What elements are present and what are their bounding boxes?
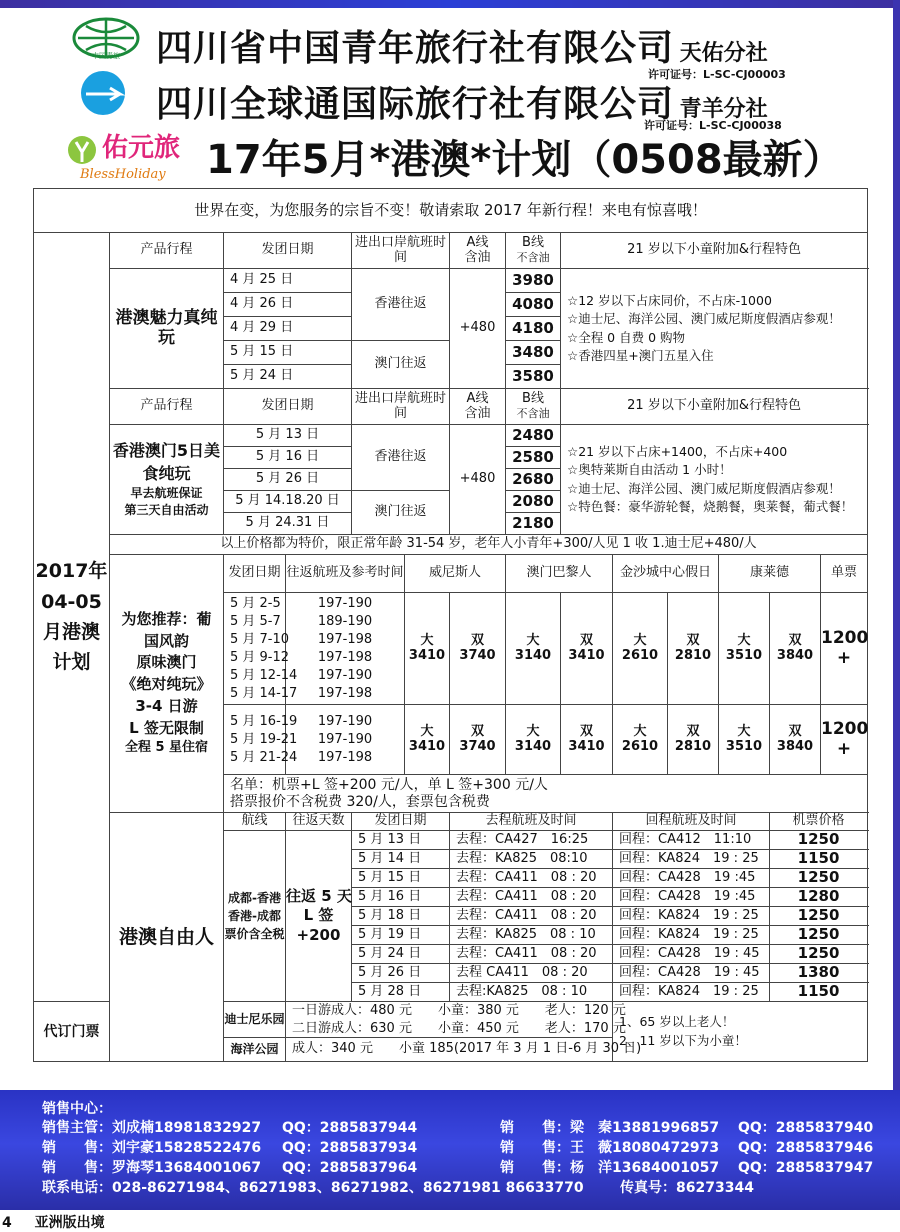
- sec4-back: 回程：CA428 19 :45: [613, 888, 770, 907]
- sec3-single-price: 1200: [821, 718, 869, 739]
- sec3-price-cell: [561, 705, 613, 775]
- right-stripe: [893, 0, 900, 1090]
- sec2-sub1: 早去航班保证: [130, 486, 203, 501]
- sec3-date: 5 月 16-19: [230, 713, 298, 729]
- sec3-flight: 197-198: [317, 631, 373, 647]
- sec3-date: 5 月 14-17: [230, 685, 298, 701]
- company-1: [156, 20, 768, 71]
- sales-center-label: 销售中心：: [42, 1101, 112, 1117]
- sec4-out: 去程：CA411 08 : 20: [450, 945, 613, 964]
- sec5-ocean-prices: 成人：340 元 小童 185(2017 年 3 月 1 日-6 月 30 日): [286, 1038, 613, 1062]
- sec3-price-cell: [719, 593, 770, 705]
- sec3-single-cell: [821, 593, 868, 705]
- sec4-hdr-route: 航线: [224, 813, 286, 831]
- sec3-price-cell: [613, 593, 668, 705]
- sec3-room-big: 大: [526, 723, 540, 739]
- sec3-price-cell: [506, 705, 561, 775]
- sec5-disney-line: 二日游成人：630 元 小童：450 元 老人：170 元: [292, 1020, 626, 1036]
- sec3-flight: 197-198: [317, 749, 373, 765]
- sec3-price: 3510: [725, 647, 763, 663]
- sec3-flights-b: [286, 705, 405, 775]
- contact-name: 销 售：杨 洋13684001057: [500, 1160, 720, 1176]
- sec3-single-cell: [821, 705, 868, 775]
- sec2-feature: ☆21 岁以下占床+1400，不占床+400: [567, 444, 788, 460]
- sec2-b-price: 2080: [506, 491, 561, 513]
- sec2-date: 5 月 16 日: [224, 447, 352, 469]
- sec2-features: [561, 425, 868, 535]
- sec4-back: 回程：KA824 19 : 25: [613, 850, 770, 869]
- sec5-note: 1、65 岁以上老人！: [619, 1013, 735, 1029]
- sec4-back: 回程：KA824 19 : 25: [613, 926, 770, 945]
- hdr-product: 产品行程: [110, 233, 224, 269]
- sec3-flights-a: [286, 593, 405, 705]
- sec4-back: 回程：CA428 19 :45: [613, 869, 770, 888]
- sec2-b-price: 2180: [506, 513, 561, 535]
- sec5-disney: 迪士尼乐园: [224, 1002, 286, 1038]
- sec3-price-cell: [613, 705, 668, 775]
- page-headline: 17年5月*港澳*计划（0508最新）: [206, 137, 843, 183]
- sec2-name: 香港澳门5日美食纯玩: [112, 441, 221, 483]
- sec4-back: 回程：KA824 19 : 25: [613, 907, 770, 926]
- sec1-feature: ☆香港四星+澳门五星入住: [567, 347, 714, 363]
- sec4-date: 5 月 16 日: [352, 888, 450, 907]
- sec3-dates-a: [224, 593, 298, 705]
- sec4-price: 1250: [770, 945, 868, 964]
- hdr-b-label: B线: [522, 390, 544, 406]
- sec2-b-price: 2580: [506, 447, 561, 469]
- side-label-plan: 2017年04-05月港澳计划: [34, 233, 110, 1002]
- contact-qq: QQ：2885837940: [738, 1120, 874, 1136]
- sec3-room-big: 大: [737, 632, 751, 648]
- sec3-note: 搭票报价不含税费 320/人，套票包含税费: [230, 793, 490, 810]
- sec3-price-cell: [719, 705, 770, 775]
- sec3-price-cell: [668, 593, 719, 705]
- contact-fax: 传真号：86273344: [620, 1180, 754, 1196]
- hdr-feature: 21 岁以下小童附加&行程特色: [561, 389, 868, 425]
- sec3-recommend: [110, 555, 224, 813]
- contact-qq: QQ：2885837934: [282, 1140, 418, 1156]
- sec3-hdr-hotel3: 金沙城中心假日: [613, 555, 719, 593]
- sec3-room-double: 双: [579, 632, 593, 648]
- hdr-a-label: A线: [466, 390, 489, 406]
- contact-name: 销 售：王 薇18080472973: [500, 1140, 720, 1156]
- hdr-port: 进出口岸航班时间: [352, 389, 450, 425]
- sec3-price: 3740: [459, 647, 496, 663]
- side-label-free: 港澳自由人: [110, 813, 224, 1062]
- sec1-date: 4 月 25 日: [224, 269, 352, 293]
- intro-text: 世界在变，为您服务的宗旨不变！敬请索取 2017 年新行程！来电有惊喜哦！: [34, 189, 868, 233]
- sec5-label: 代订门票: [34, 1002, 110, 1062]
- sec4-back: 回程：KA824 19 : 25: [613, 983, 770, 1002]
- sec3-room-big: 大: [737, 723, 751, 739]
- sec4-out: 去程 CA411 08 : 20: [450, 964, 613, 983]
- sec3-date: 5 月 19-21: [230, 731, 298, 747]
- sec4-hdr-date: 发团日期: [352, 813, 450, 831]
- sec3-room-double: 双: [579, 723, 593, 739]
- sec4-route-cell: [224, 831, 286, 1002]
- company-1-branch: 天佑分社: [679, 41, 768, 66]
- brand-cn: 佑元旅: [102, 133, 181, 163]
- sec2-date: 5 月 14.18.20 日: [224, 491, 352, 513]
- sec3-note: 名单：机票+L 签+200 元/人，单 L 签+300 元/人: [230, 776, 548, 793]
- hdr-date: 发团日期: [224, 389, 352, 425]
- top-band: [0, 0, 900, 8]
- sec4-route: 票价含全税: [224, 927, 285, 941]
- hdr-port: 进出口岸航班时间: [352, 233, 450, 269]
- page-footer: [0, 1212, 105, 1232]
- sec3-flight: 197-198: [317, 649, 373, 665]
- sec2-port-mo: 澳门往返: [352, 491, 450, 535]
- sec3-flight: 189-190: [317, 613, 373, 629]
- sec3-flight: 197-190: [317, 731, 373, 747]
- page-number: 4: [2, 1215, 12, 1231]
- hdr-b-sub: 不含油: [516, 250, 550, 264]
- sec2-feature: ☆迪士尼、海洋公园、澳门威尼斯度假酒店参观！: [567, 480, 841, 496]
- sec4-out: 去程：CA411 08 : 20: [450, 907, 613, 926]
- sec3-line: L 签无限制: [129, 718, 204, 737]
- sec4-back: 回程：CA428 19 : 45: [613, 945, 770, 964]
- sec3-price: 3840: [776, 738, 814, 754]
- publication-name: 亚洲版出境: [34, 1215, 105, 1231]
- sec5-disney-line: 一日游成人：480 元 小童：380 元 老人：120 元: [292, 1003, 626, 1018]
- sec1-b-price: 3480: [506, 341, 561, 365]
- company-2-name: 四川全球通国际旅行社有限公司: [156, 84, 675, 125]
- hdr-a-label: A线: [466, 234, 489, 250]
- sec1-b-price: 4080: [506, 293, 561, 317]
- sec3-price-cell: [770, 705, 821, 775]
- sec3-room-big: 大: [420, 632, 434, 648]
- contact-row: [42, 1117, 873, 1137]
- sec4-out: 去程：CA411 08 : 20: [450, 888, 613, 907]
- hdr-b-label: B线: [522, 234, 544, 250]
- sec5-note: 2、11 岁以下为小童！: [619, 1032, 747, 1048]
- sec1-b-price: 3980: [506, 269, 561, 293]
- sec3-notes: [224, 775, 868, 813]
- sec3-price-cell: [450, 705, 506, 775]
- sec4-out: 去程:KA825 08 : 10: [450, 983, 613, 1002]
- contact-name: 销 售：刘宇豪15828522476: [42, 1140, 262, 1156]
- sec4-out: 去程：KA825 08 : 10: [450, 926, 613, 945]
- sec3-room-big: 大: [526, 632, 540, 648]
- hdr-b-line: [506, 389, 561, 425]
- sec3-room-big: 大: [633, 723, 647, 739]
- sec3-price-cell: [770, 593, 821, 705]
- sec3-hdr-hotel2: 澳门巴黎人: [506, 555, 613, 593]
- sec4-date: 5 月 15 日: [352, 869, 450, 888]
- sec1-feature: ☆全程 0 自费 0 购物: [567, 329, 686, 345]
- sec4-date: 5 月 13 日: [352, 831, 450, 850]
- hdr-feature: 21 岁以下小童附加&行程特色: [561, 233, 868, 269]
- sec3-line: 《绝对纯玩》: [121, 675, 212, 694]
- sec2-b-price: 2480: [506, 425, 561, 447]
- sec1-date: 4 月 29 日: [224, 317, 352, 341]
- sec4-price: 1150: [770, 983, 868, 1002]
- sec1-date: 5 月 24 日: [224, 365, 352, 389]
- sec3-price: 3510: [725, 738, 763, 754]
- contact-row: [42, 1177, 754, 1197]
- sec3-price: 3840: [776, 647, 814, 663]
- sec1-a-price: +480: [450, 269, 506, 389]
- hdr-a-line: [450, 389, 506, 425]
- sec4-back: 回程：CA428 19 : 45: [613, 964, 770, 983]
- sec2-sub2: 第三天自由活动: [124, 502, 209, 517]
- sec4-days: 往返 5 天: [286, 886, 352, 905]
- contact-row: [42, 1137, 873, 1157]
- sec1-port-hk: 香港往返: [352, 269, 450, 341]
- sec3-date: 5 月 2-5: [230, 595, 281, 611]
- sec4-price: 1250: [770, 926, 868, 945]
- sec4-out: 去程：CA427 16:25: [450, 831, 613, 850]
- contact-panel: [0, 1090, 900, 1210]
- sec3-date: 5 月 7-10: [230, 631, 290, 647]
- sec4-price: 1250: [770, 831, 868, 850]
- hdr-product: 产品行程: [110, 389, 224, 425]
- sec3-price: 2610: [621, 738, 659, 754]
- sec4-days-cell: [286, 831, 352, 1002]
- sec3-room-big: 大: [633, 632, 647, 648]
- sec5-notes: [613, 1002, 868, 1062]
- hdr-date: 发团日期: [224, 233, 352, 269]
- sec3-flight: 197-190: [317, 667, 373, 683]
- hdr-b-sub: 不含油: [516, 406, 550, 420]
- sec3-price-cell: [561, 593, 613, 705]
- sec3-date: 5 月 9-12: [230, 649, 290, 665]
- contact-qq: QQ：2885837944: [282, 1120, 418, 1136]
- sec4-price: 1380: [770, 964, 868, 983]
- sec3-room-double: 双: [470, 632, 484, 648]
- contact-phones: 联系电话：028-86271984、86271983、86271982、86271981 86633770: [42, 1180, 584, 1196]
- sec3-dates-b: [224, 705, 298, 775]
- sec3-flight: 197-190: [317, 713, 373, 729]
- sec3-line: 原味澳门: [136, 653, 197, 672]
- sec1-port-mo: 澳门往返: [352, 341, 450, 389]
- sec4-route: 香港-成都: [228, 909, 281, 923]
- sec3-flight: 197-198: [317, 685, 373, 701]
- sec3-line: 全程 5 星住宿: [124, 740, 209, 756]
- sec1-date: 4 月 26 日: [224, 293, 352, 317]
- sec3-price-cell: [405, 705, 450, 775]
- logo1-text: 中国青旅: [92, 52, 120, 60]
- sec2-port-hk: 香港往返: [352, 425, 450, 491]
- sec2-name-cell: [110, 425, 224, 535]
- cyts-logo-icon: [72, 16, 140, 60]
- sec3-price: 3410: [408, 647, 446, 663]
- contact-qq: QQ：2885837964: [282, 1160, 418, 1176]
- sec3-room-double: 双: [788, 632, 802, 648]
- sec1-name: 港澳魅力真纯玩: [110, 269, 224, 389]
- sec4-date: 5 月 14 日: [352, 850, 450, 869]
- sec4-days: L 签: [303, 906, 334, 925]
- sec3-price: 3740: [459, 738, 496, 754]
- sec4-hdr-price: 机票价格: [770, 813, 868, 831]
- sec3-line: 为您推荐：葡: [121, 609, 212, 628]
- sec1-b-price: 3580: [506, 365, 561, 389]
- sec5-ocean: 海洋公园: [224, 1038, 286, 1062]
- sec3-hdr-date: 发团日期: [224, 555, 286, 593]
- license-1: 许可证号：L-SC-CJ00003: [648, 68, 786, 81]
- sec3-hdr-hotel4: 康莱德: [719, 555, 821, 593]
- sec3-price: 3410: [568, 647, 605, 663]
- contact-name: 销售主管：刘成楠18981832927: [42, 1120, 262, 1136]
- sec1-date: 5 月 15 日: [224, 341, 352, 365]
- contact-row: [42, 1157, 873, 1177]
- hdr-a-sub: 含油: [464, 405, 491, 421]
- sec3-hdr-single: 单票: [821, 555, 868, 593]
- sec1-feature: ☆迪士尼、海洋公园、澳门威尼斯度假酒店参观！: [567, 311, 841, 327]
- sec3-price-cell: [450, 593, 506, 705]
- sec3-room-double: 双: [788, 723, 802, 739]
- sec3-price: 3140: [514, 738, 552, 754]
- sec4-date: 5 月 24 日: [352, 945, 450, 964]
- sec4-price: 1250: [770, 869, 868, 888]
- sec3-room-double: 双: [470, 723, 484, 739]
- sec4-date: 5 月 18 日: [352, 907, 450, 926]
- company-1-name: 四川省中国青年旅行社有限公司: [156, 28, 675, 69]
- sec1-feature: ☆12 岁以下占床同价，不占床-1000: [567, 293, 772, 309]
- hdr-a-line: [450, 233, 506, 269]
- brand-en: BlessHoliday: [80, 167, 166, 182]
- sec4-price: 1150: [770, 850, 868, 869]
- sec4-days: +200: [296, 925, 341, 944]
- sec3-price: 3410: [408, 738, 446, 754]
- sec2-a-price: +480: [450, 425, 506, 535]
- sec4-out: 去程：KA825 08:10: [450, 850, 613, 869]
- sec3-single-plus: +: [836, 738, 852, 759]
- sec3-date: 5 月 5-7: [230, 613, 281, 629]
- sec3-flight: 197-190: [317, 595, 373, 611]
- sec3-price: 3410: [568, 738, 605, 754]
- sec2-note: 以上价格都为特价，限正常年龄 31-54 岁，老年人小青年+300/人见 1 收 1.迪士尼+480/人: [110, 535, 868, 555]
- sec3-hdr-hotel1: 威尼斯人: [405, 555, 506, 593]
- sec4-price: 1280: [770, 888, 868, 907]
- sec2-b-price: 2680: [506, 469, 561, 491]
- sec3-price: 2610: [621, 647, 659, 663]
- sec3-price: 2810: [674, 738, 712, 754]
- globe-plane-icon: [80, 70, 126, 116]
- sec4-out: 去程：CA411 08 : 20: [450, 869, 613, 888]
- sec3-room-double: 双: [686, 723, 700, 739]
- sec3-line: 3-4 日游: [135, 696, 198, 715]
- contact-qq: QQ：2885837946: [738, 1140, 874, 1156]
- sec3-line: 国风韵: [143, 631, 189, 650]
- sec4-route: 成都-香港: [228, 891, 281, 905]
- sec3-price: 2810: [674, 647, 712, 663]
- contact-name: 销 售：罗海琴13684001067: [42, 1160, 262, 1176]
- sec4-hdr-days: 往返天数: [286, 813, 352, 831]
- sec4-price: 1250: [770, 907, 868, 926]
- sec3-single-plus: +: [836, 647, 852, 668]
- sec2-date: 5 月 24.31 日: [224, 513, 352, 535]
- sec5-disney-prices: [286, 1002, 626, 1038]
- itinerary-table: [33, 188, 868, 1062]
- sec2-feature: ☆奥特莱斯自由活动 1 小时！: [567, 462, 732, 478]
- blessholiday-logo-icon: [66, 126, 202, 182]
- contact-name: 销 售：梁 秦13881996857: [500, 1120, 720, 1136]
- sec4-date: 5 月 28 日: [352, 983, 450, 1002]
- sec4-hdr-out: 去程航班及时间: [450, 813, 613, 831]
- sec2-feature: ☆特色餐：豪华游轮餐，烧鹅餐，奥莱餐，葡式餐！: [567, 498, 854, 514]
- license-2: 许可证号：L-SC-CJ00038: [644, 119, 782, 132]
- sec4-back: 回程：CA412 11:10: [613, 831, 770, 850]
- sec3-price: 3140: [514, 647, 552, 663]
- sec4-date: 5 月 26 日: [352, 964, 450, 983]
- sec3-price-cell: [668, 705, 719, 775]
- company-2-branch: 青羊分社: [679, 97, 768, 122]
- sec2-date: 5 月 26 日: [224, 469, 352, 491]
- sec3-room-double: 双: [686, 632, 700, 648]
- sec3-hdr-flight: 往返航班及参考时间: [286, 555, 405, 593]
- sec2-date: 5 月 13 日: [224, 425, 352, 447]
- contact-qq: QQ：2885837947: [738, 1160, 874, 1176]
- sec1-b-price: 4180: [506, 317, 561, 341]
- sec1-features: [561, 269, 868, 389]
- sec4-hdr-back: 回程航班及时间: [613, 813, 770, 831]
- sec4-date: 5 月 19 日: [352, 926, 450, 945]
- sec3-price-cell: [405, 593, 450, 705]
- sec3-single-price: 1200: [821, 627, 869, 648]
- sec3-date: 5 月 21-24: [230, 749, 298, 765]
- hdr-a-sub: 含油: [464, 249, 491, 265]
- sec3-price-cell: [506, 593, 561, 705]
- hdr-b-line: [506, 233, 561, 269]
- sec3-date: 5 月 12-14: [230, 667, 298, 683]
- sec3-room-big: 大: [420, 723, 434, 739]
